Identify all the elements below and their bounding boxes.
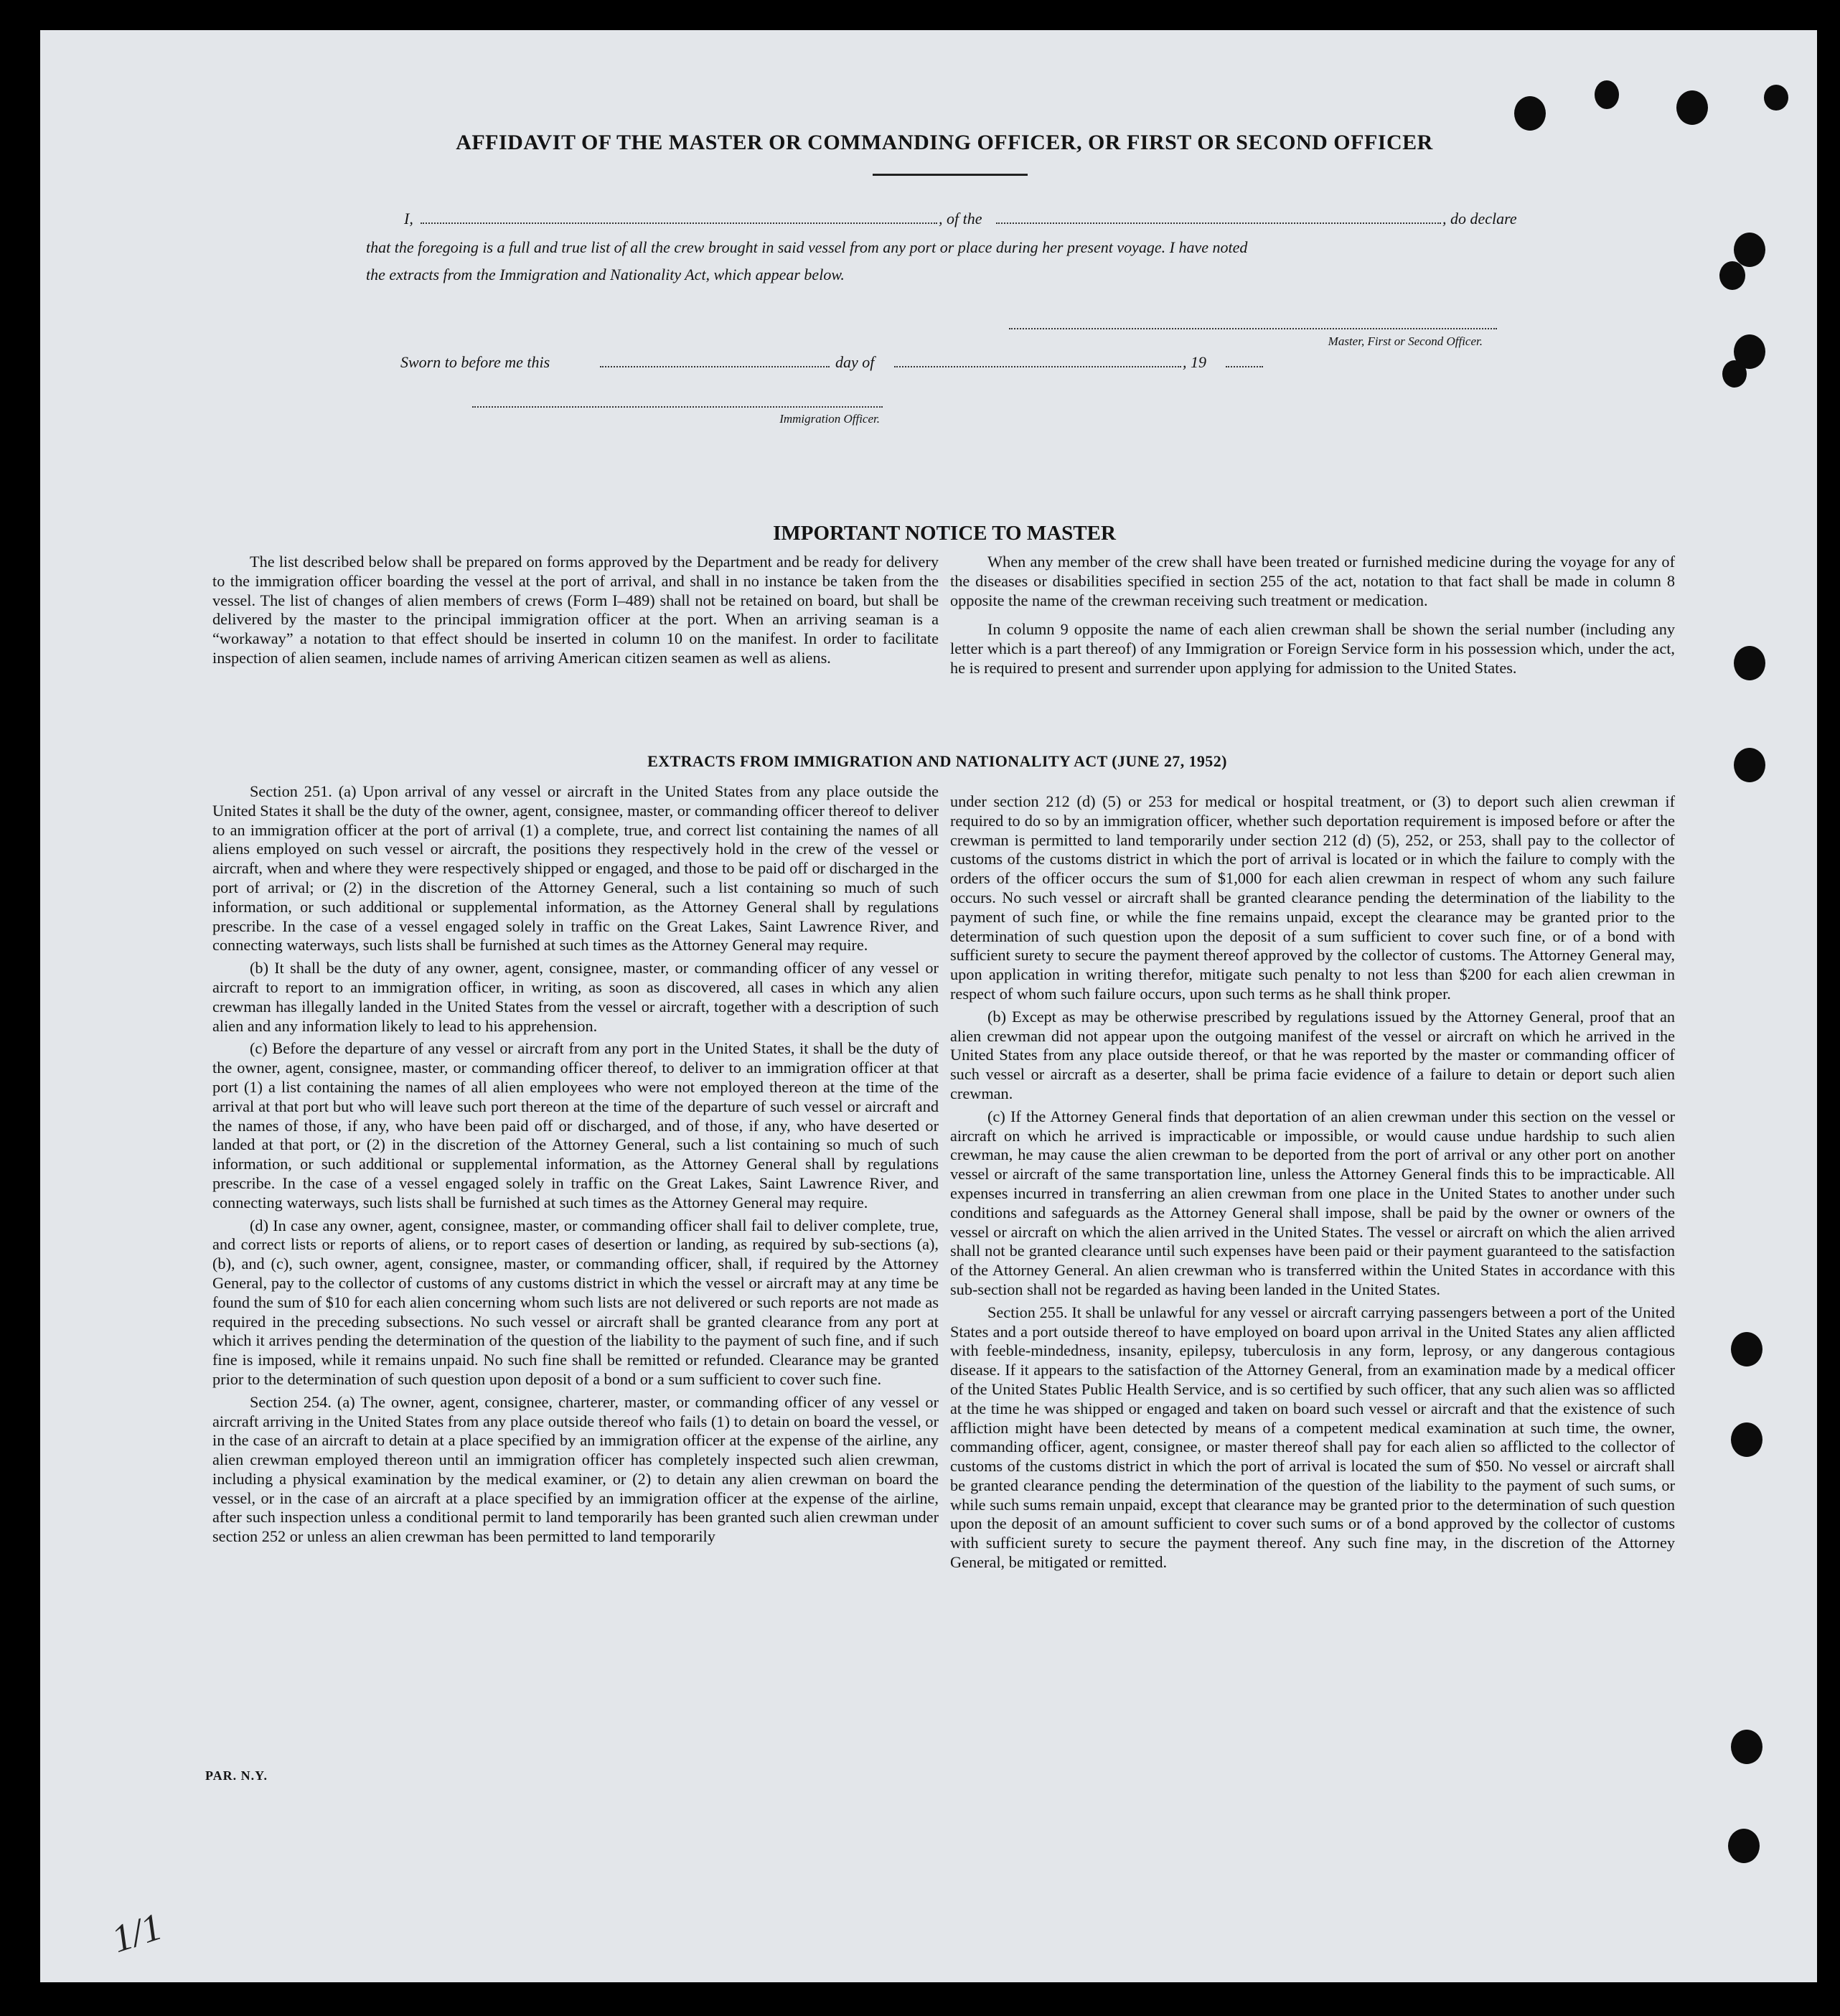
title-underline: [873, 174, 1028, 176]
punch-hole: [1764, 85, 1788, 111]
punch-hole: [1722, 360, 1747, 388]
punch-hole: [1728, 1829, 1760, 1863]
punch-hole: [1514, 96, 1546, 131]
sworn-month-blank[interactable]: [894, 366, 1181, 367]
punch-hole: [1731, 1730, 1762, 1764]
section-254-c: (c) If the Attorney General finds that deportation of an alien crewman under this section on the vessel or aircraft on which he arrived is impracticable or impossible, or would cause undue hardship to such alien crewman, he may cause the alien crewman to be deported from the port of arrival or any other port on another vessel or aircraft of the same transportation line, unless the Attorney General finds this to be impracticable. All expenses incurred in transferring an alien crewman from one place in the United States to another under such conditions and safeguards as the Attorney General shall impose, shall be paid by the owner or owners of the vessel or aircraft on which the alien arrived in the United States. The vessel or aircraft on which the alien arrived shall not be granted clearance until such expenses have been paid or their payment guaranteed to the satisfaction of the Attorney General. An alien crewman who is transferred within the United States in accordance with this sub-section shall not be regarded as having been landed in the United States.: [950, 1107, 1675, 1298]
punch-hole: [1731, 1332, 1762, 1366]
sworn-text: Sworn to before me this: [400, 353, 550, 371]
notice-title: IMPORTANT NOTICE TO MASTER: [773, 522, 1116, 545]
section-251-a: Section 251. (a) Upon arrival of any vessel or aircraft in the United States from any place outside the United States it shall be the duty of the owner, agent, consignee, master, or commanding officer thereof to deliver to an immigration officer at the port of arrival (1) a complete, true, and correct list containing the names of all aliens employed on such vessel or aircraft, the positions they respectively hold in the crew of the vessel or aircraft, when and where they were respectively shipped or engaged, and those to be paid off or discharged in the port of arrival; or (2) in the discretion of the Attorney General, such a list containing so much of such information, or such additional or supplemental information, as the Attorney General shall by regulations prescribe. In the case of a vessel engaged solely in traffic on the Great Lakes, Saint Lawrence River, and connecting waterways, such lists shall be furnished at such times as the Attorney General may require.: [212, 782, 939, 955]
notice-left-paragraph: The list described below shall be prepared on forms approved by the Department and be ready for delivery to the immigration officer boarding the vessel at the port of arrival, and shall in no instance be taken from the vessel. The list of changes of alien members of crews (Form I–489) shall not be retained on board, but shall be delivered by the master to the principal immigration officer at the port. When an arriving seaman is a “workaway” a notation to that effect should be inserted in column 10 on the manifest. In order to facilitate inspection of alien seamen, include names of arriving American citizen seamen as well as aliens.: [212, 553, 939, 667]
declaration-i: I,: [404, 210, 413, 228]
section-251-b: (b) It shall be the duty of any owner, agent, consignee, master, or commanding officer of any vessel or aircraft to report to an immigration officer, in writing, as soon as discovered, all cases in which any alien crewman has illegally landed in the United States from the vessel or aircraft, together with a description of such alien and any information likely to lead to his apprehension.: [212, 959, 939, 1035]
section-251-d: (d) In case any owner, agent, consignee, master, or commanding officer shall fail to deliver complete, true, and correct lists or reports of aliens, or to report cases of desertion or landing, as required by sub-sections (a), (b), and (c), such owner, agent, consignee, master, or commanding officer, shall, if required by the Attorney General, pay to the collector of customs of any customs district in which the vessel or aircraft may at any time be found the sum of $10 for each alien concerning whom such lists are not delivered or such reports are not made as required in the preceding subsections. No such vessel or aircraft shall be granted clearance from any port at which it arrives pending the determination of the question of the liability to the payment of such fine, and if such fine is imposed, while it remains unpaid. No such fine shall be remitted or refunded. Clearance may be granted prior to the determination of such question upon deposit of a bond or a sum sufficient to cover such fine.: [212, 1216, 939, 1388]
vessel-blank[interactable]: [996, 222, 1441, 224]
master-signature-line[interactable]: [1009, 328, 1497, 329]
master-signature-label: Master, First or Second Officer.: [1328, 334, 1483, 348]
document-page: [40, 30, 1817, 1982]
declaration-line-3: the extracts from the Immigration and Nationality Act, which appear below.: [366, 266, 845, 283]
notice-right-column: [950, 553, 1675, 682]
name-blank[interactable]: [421, 222, 937, 224]
declaration-line-2: that the foregoing is a full and true list of all the crew brought in said vessel from any port or place during her present voyage. I have noted: [366, 238, 1248, 256]
punch-hole: [1595, 80, 1619, 109]
sworn-year: , 19: [1183, 353, 1206, 371]
punch-hole: [1719, 261, 1745, 290]
extracts-title: EXTRACTS FROM IMMIGRATION AND NATIONALITY ACT (JUNE 27, 1952): [647, 752, 1227, 770]
printer-mark: PAR. N.Y.: [205, 1768, 268, 1783]
sworn-day-of: day of: [835, 353, 875, 371]
punch-hole: [1731, 1422, 1762, 1457]
declaration-do-declare: , do declare: [1442, 210, 1517, 228]
punch-hole: [1734, 748, 1765, 782]
sworn-year-blank[interactable]: [1226, 366, 1263, 367]
immigration-officer-signature-line[interactable]: [472, 406, 883, 408]
notice-right-paragraph-2: In column 9 opposite the name of each alien crewman shall be shown the serial number (including any letter which is a part thereof) of any Immigration or Foreign Service form in his possession which, under the act, he is required to present and surrender upon applying for admission to the United States.: [950, 620, 1675, 677]
notice-left-column: [212, 553, 939, 672]
section-251-c: (c) Before the departure of any vessel or aircraft from any port in the United States, it shall be the duty of the owner, agent, consignee, master, or commanding officer thereof, to deliver to an immigration officer at that port (1) a list containing the names of all alien employees who were not employed thereon at the time of the arrival at that port but who will leave such port thereon at the time of the departure of such vessel or aircraft and the names of those, if any, who have been paid off or discharged, and of those, if any, who have deserted or landed at that port, or (2) in the discretion of the Attorney General, such a list containing so much of such information, or such additional or supplemental information, as the Attorney General shall by regulations prescribe. In the case of a vessel engaged solely in traffic on the Great Lakes, Saint Lawrence River, and connecting waterways, such lists shall be furnished at such times as the Attorney General may require.: [212, 1039, 939, 1211]
punch-hole: [1734, 646, 1765, 680]
punch-hole: [1676, 90, 1708, 125]
punch-hole: [1734, 233, 1765, 267]
section-254-b: (b) Except as may be otherwise prescribed by regulations issued by the Attorney General, proof that an alien crewman did not appear upon the outgoing manifest of the vessel or aircraft on which he arrived in the United States from any place outside thereof, or that he was reported by the master or commanding officer of such vessel or aircraft as a deserter, shall be prima facie evidence of a failure to detain or deport such alien crewman.: [950, 1007, 1675, 1102]
immigration-officer-label: Immigration Officer.: [779, 412, 880, 426]
handwritten-mark: 1/1: [106, 1904, 167, 1961]
extracts-left-column: [212, 782, 939, 1550]
section-254-a-continued: under section 212 (d) (5) or 253 for medical or hospital treatment, or (3) to deport such alien crewman if required to do so by an immigration officer, whether such deportation requirement is imposed before or after the crewman is permitted to land temporarily under section 212 (d) (5), 252, or 253, shall pay to the collector of customs of the customs district in which the port of arrival is located or in which the failure to comply with the orders of the officer occurs the sum of $1,000 for each alien crewman in respect of whom any such failure occurs. No such vessel or aircraft shall be granted clearance pending the determination of the liability to the payment of such fine, or while the fine remains unpaid, except the clearance may be granted prior to the determination of such question upon the deposit of a sum sufficient to cover such fine, or of a bond with sufficient surety to secure the payment thereof approved by the collector of customs. The Attorney General may, upon application in writing therefor, mitigate such penalty to not less than $200 for each alien crewman in respect of whom such failure occurs, upon such terms as he shall think proper.: [950, 792, 1675, 1003]
affidavit-title: AFFIDAVIT OF THE MASTER OR COMMANDING OFFICER, OR FIRST OR SECOND OFFICER: [456, 131, 1433, 154]
section-255: Section 255. It shall be unlawful for any vessel or aircraft carrying passengers between a port of the United States and a port outside thereof to have employed on board upon arrival in the United States any alien afflicted with feeble-mindedness, insanity, epilepsy, tuberculosis in any form, leprosy, or any dangerous contagious disease. If it appears to the satisfaction of the Attorney General, from an examination made by a medical officer of the United States Public Health Service, and is so certified by such officer, that any such alien was so afflicted at the time he was shipped or engaged and taken on board such vessel or aircraft and that the existence of such affliction might have been detected by means of a competent medical examination at such time, the owner, commanding officer, agent, consignee, or master thereof shall pay for each alien so afflicted to the collector of customs of the customs district in which the port of arrival is located the sum of $50. No vessel or aircraft shall be granted clearance pending the determination of the question of the liability to the payment of such sums, or while such sums remain unpaid, except that clearance may be granted prior to the determination of such question upon the deposit of an amount sufficient to cover such sums or of a bond approved by the collector of customs with sufficient surety to secure the payment thereof. Any such fine may, in the discretion of the Attorney General, be mitigated or remitted.: [950, 1303, 1675, 1572]
declaration-of-the: , of the: [939, 210, 982, 228]
sworn-day-blank[interactable]: [600, 366, 830, 367]
notice-right-paragraph-1: When any member of the crew shall have been treated or furnished medicine during the voyage for any of the diseases or disabilities specified in section 255 of the act, notation to that fact shall be made in column 8 opposite the name of the crewman receiving such treatment or medication.: [950, 553, 1675, 609]
section-254-a: Section 254. (a) The owner, agent, consignee, charterer, master, or commanding officer of any vessel or aircraft arriving in the United States from any place outside thereof who fails (1) to detain on board the vessel, or in the case of an aircraft to detain at a place specified by an immigration officer at the expense of the airline, any alien crewman employed thereon until an immigration officer has completely inspected such alien crewman, including a physical examination by the medical examiner, or (2) to detain any alien crewman on board the vessel, or in the case of an aircraft at a place specified by an immigration officer at the expense of the airline, after such inspection unless a conditional permit to land temporarily has been granted such alien crewman under section 252 or unless an alien crewman has been permitted to land temporarily: [212, 1392, 939, 1546]
extracts-right-column: [950, 792, 1675, 1576]
